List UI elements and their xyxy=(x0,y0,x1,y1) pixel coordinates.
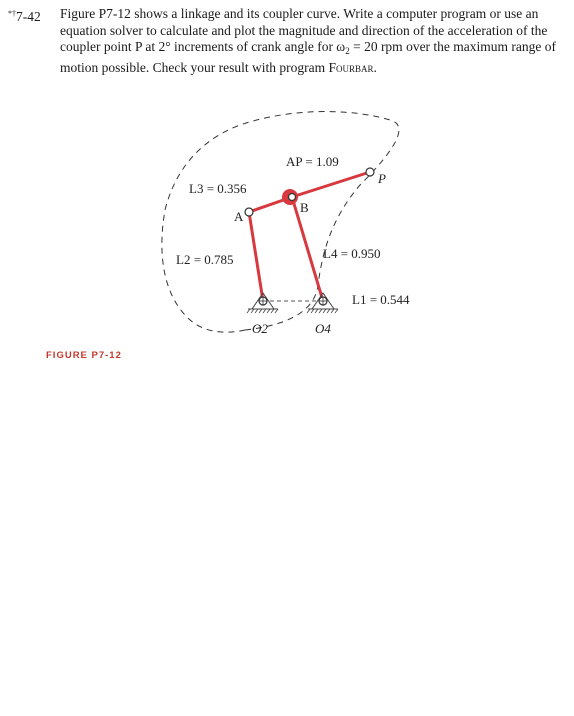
label-L3: L3 = 0.356 xyxy=(189,181,247,196)
problem-number-text: 7-42 xyxy=(16,9,41,24)
figure-caption: FIGURE P7-12 xyxy=(46,350,122,358)
problem-text-end: . xyxy=(373,59,377,75)
label-O2: O2 xyxy=(252,321,268,336)
label-A: A xyxy=(234,209,244,224)
omega-subscript: 2 xyxy=(345,46,350,56)
label-B: B xyxy=(300,200,309,215)
label-O4: O4 xyxy=(315,321,331,336)
problem-text-part1: Figure P7-12 shows a linkage and its coupler curve. Write a computer program or use an equation solver to calculate and plot the magnitude and direction of the acceleration of the coupler point P at 2° increments of crank angle for ω xyxy=(60,6,548,54)
joint-P xyxy=(366,168,374,176)
problem-marks: *† xyxy=(8,9,16,18)
link-crank-L2 xyxy=(249,212,263,301)
label-L1: L1 = 0.544 xyxy=(352,292,410,307)
problem-text-part2: = 20 rpm over the maximum range of motion possible. Check your result with program xyxy=(60,39,557,75)
label-AP: AP = 1.09 xyxy=(286,154,339,169)
label-L2: L2 = 0.785 xyxy=(176,252,234,267)
link-coupler-arm xyxy=(292,172,370,197)
joint-A xyxy=(245,208,253,216)
label-P: P xyxy=(378,171,386,186)
joint-B xyxy=(289,194,296,201)
label-L4: L4 = 0.950 xyxy=(323,246,381,261)
program-name: Fourbar xyxy=(328,59,374,75)
